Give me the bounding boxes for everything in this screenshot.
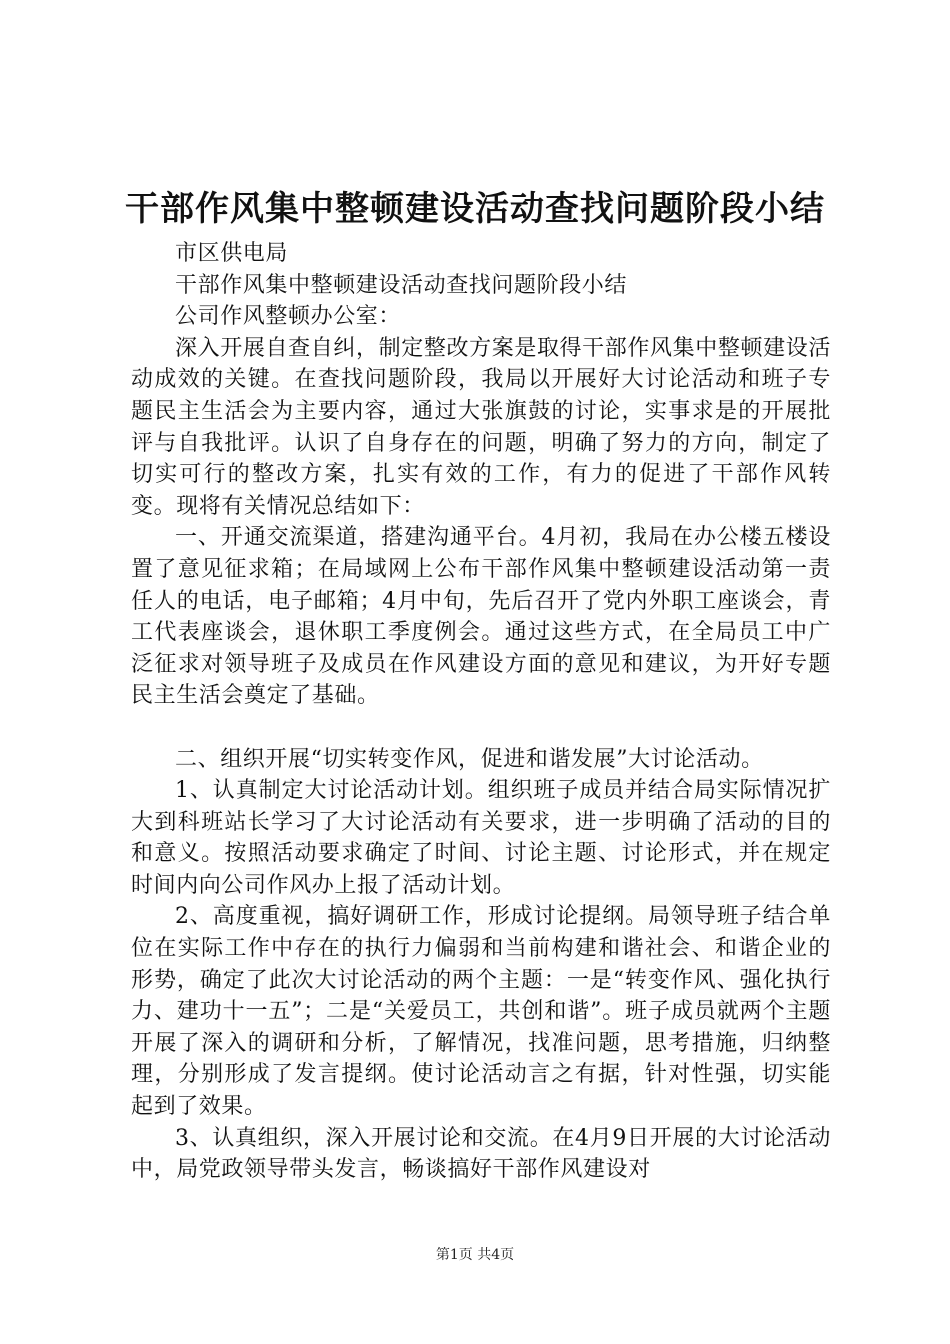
paragraph-section-2: 二、组织开展“切实转变作风，促进和谐发展”大讨论活动。 (175, 746, 764, 772)
paragraph-salutation: 公司作风整顿办公室： (175, 304, 402, 330)
paragraph-subtitle: 干部作风集中整顿建设活动查找问题阶段小结 (175, 272, 628, 298)
page-number: 第1页 共4页 (435, 1247, 515, 1263)
paragraph-item-2: 2、高度重视，搞好调研工作，形成讨论提纲。局领导班子结合单位在实际工作中存在的执行力偏弱和当前构建和谐社会、和谐企业的形势，确定了此次大讨论活动的两个主题：一是“转变作风、强化执行力、建功十一五”；二是“关爱员工，共创和谐”。班子成员就两个主题开展了深入的调研和分析，了解情况，找准问题，思考措施，归纳整理，分别形成了发言提纲。使讨论活动言之有据，针对性强，切实能起到了效果。 (131, 904, 831, 1120)
document-body (131, 238, 831, 1186)
document-title: 干部作风集中整顿建设活动查找问题阶段小结 (125, 189, 825, 229)
paragraph-item-1: 1、认真制定大讨论活动计划。组织班子成员并结合局实际情况扩大到科班站长学习了大讨论活动有关要求，进一步明确了活动的目的和意义。按照活动要求确定了时间、讨论主题、讨论形式，并在规定时间内向公司作风办上报了活动计划。 (131, 778, 831, 898)
paragraph-item-3: 3、认真组织，深入开展讨论和交流。在4月9日开展的大讨论活动中，局党政领导带头发言，畅谈搞好干部作风建设对 (131, 1125, 831, 1183)
paragraph-intro: 深入开展自查自纠，制定整改方案是取得干部作风集中整顿建设活动成效的关键。在查找问题阶段，我局以开展好大讨论活动和班子专题民主生活会为主要内容，通过大张旗鼓的讨论，实事求是的开展批评与自我批评。认识了自身存在的问题，明确了努力的方向，制定了切实可行的整改方案，扎实有效的工作，有力的促进了干部作风转变。现将有关情况总结如下： (131, 335, 831, 519)
paragraph-section-1: 一、开通交流渠道，搭建沟通平台。4月初，我局在办公楼五楼设置了意见征求箱；在局域网上公布干部作风集中整顿建设活动第一责任人的电话，电子邮箱；4月中旬，先后召开了党内外职工座谈会，青工代表座谈会，退休职工季度例会。通过这些方式，在全局员工中广泛征求对领导班子及成员在作风建设方面的意见和建议，为开好专题民主生活会奠定了基础。 (131, 525, 831, 709)
paragraph-unit: 市区供电局 (175, 241, 289, 266)
